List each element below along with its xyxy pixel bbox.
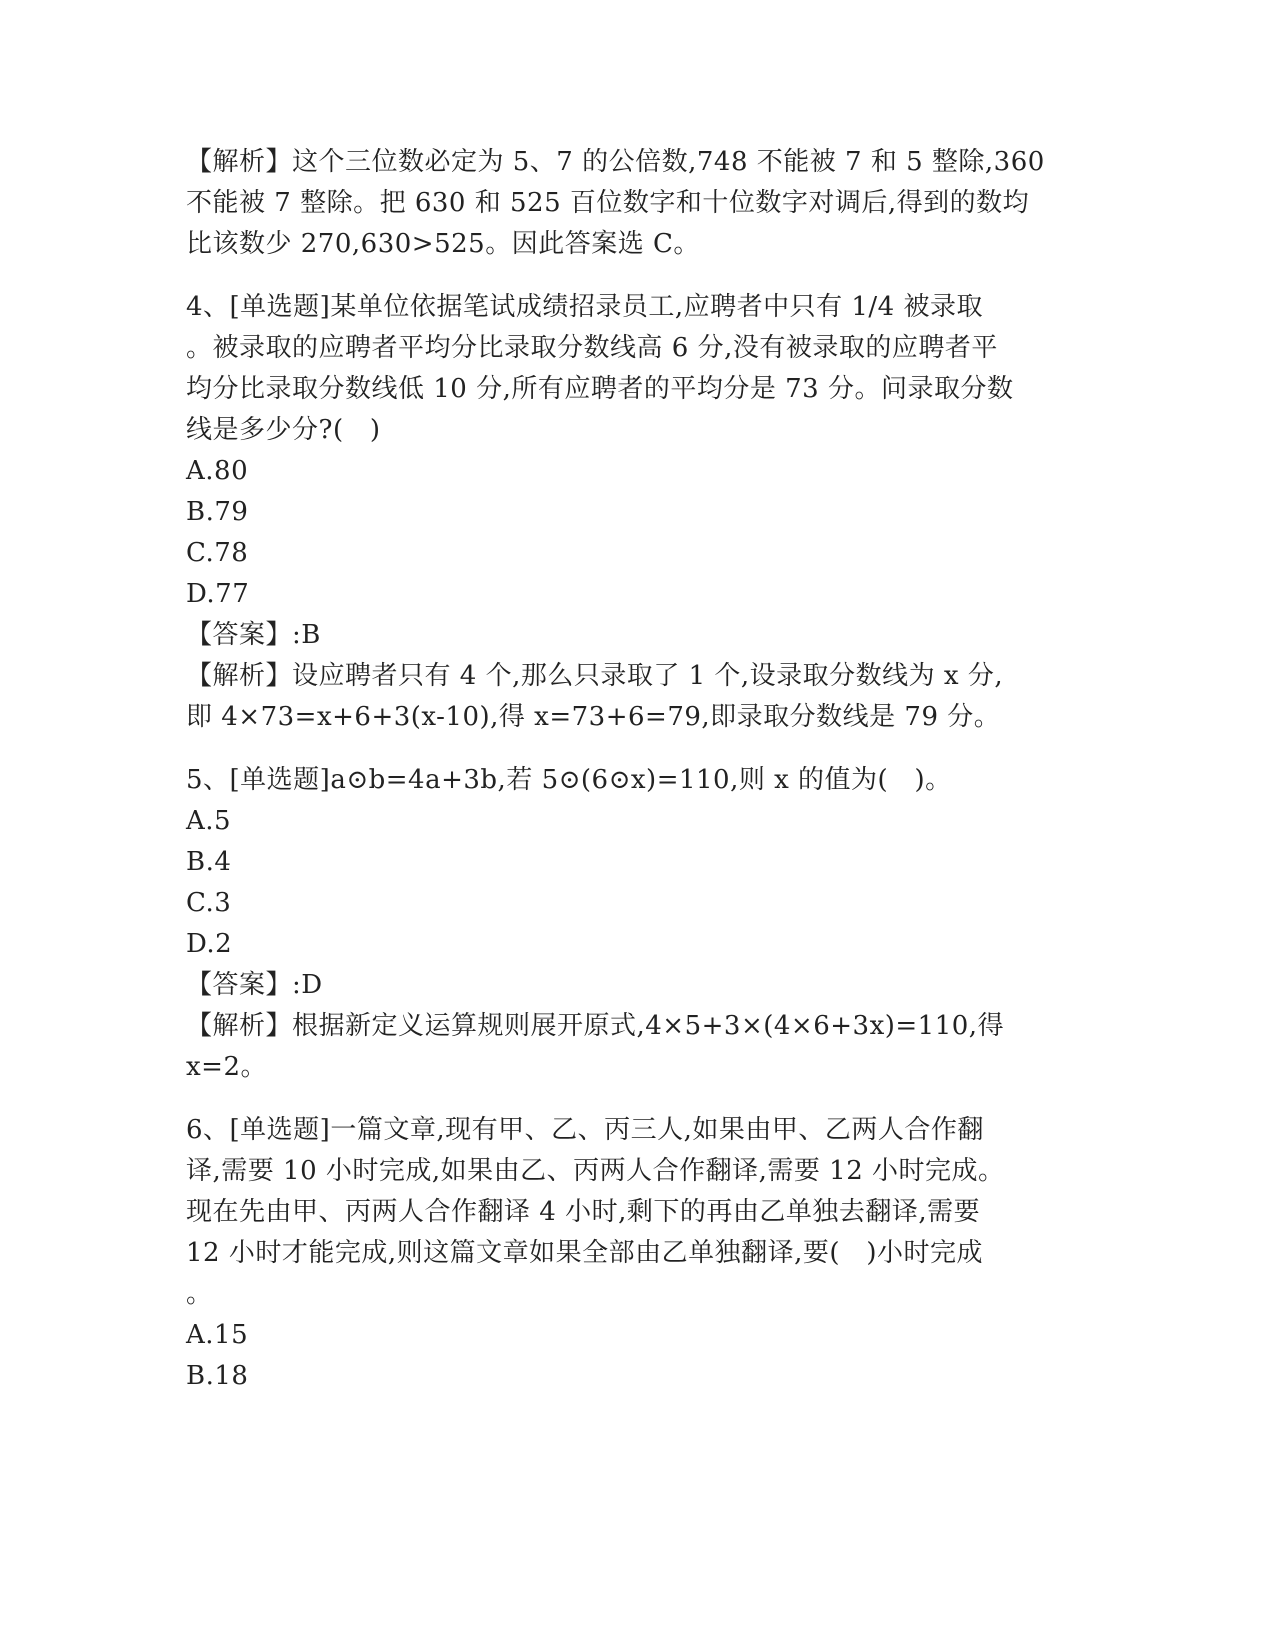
q5-analysis-line: x=2。 [186, 1052, 267, 1082]
q5-answer: 【答案】:D [186, 970, 323, 1000]
q5-option-d: D.2 [186, 929, 233, 959]
q5-analysis-line: 【解析】根据新定义运算规则展开原式,4×5+3×(4×6+3x)=110,得 [186, 1011, 1005, 1041]
q6-stem-line: 译,需要 10 小时完成,如果由乙、丙两人合作翻译,需要 12 小时完成。 [186, 1156, 1005, 1186]
q4-stem-line: 4、[单选题]某单位依据笔试成绩招录员工,应聘者中只有 1/4 被录取 [186, 292, 983, 322]
q4-analysis-line: 即 4×73=x+6+3(x-10),得 x=73+6=79,即录取分数线是 79 分。 [186, 702, 1001, 732]
q4-option-b: B.79 [186, 497, 249, 527]
q4-stem-line: 线是多少分?( ) [186, 415, 381, 445]
q4-answer: 【答案】:B [186, 620, 321, 650]
q6-stem-line: 现在先由甲、丙两人合作翻译 4 小时,剩下的再由乙单独去翻译,需要 [186, 1197, 981, 1227]
q6-option-a: A.15 [186, 1320, 249, 1350]
q6-stem-line: 6、[单选题]一篇文章,现有甲、乙、丙三人,如果由甲、乙两人合作翻 [186, 1115, 984, 1145]
q4-option-c: C.78 [186, 538, 249, 568]
q4-stem-line: 。被录取的应聘者平均分比录取分数线高 6 分,没有被录取的应聘者平 [186, 333, 998, 363]
q5-option-c: C.3 [186, 888, 232, 918]
q6-stem-line: 。 [186, 1279, 213, 1309]
q3-analysis-line: 比该数少 270,630>525。因此答案选 C。 [186, 229, 700, 259]
q5-option-b: B.4 [186, 847, 232, 877]
q3-analysis-line: 不能被 7 整除。把 630 和 525 百位数字和十位数字对调后,得到的数均 [186, 188, 1030, 218]
q4-option-d: D.77 [186, 579, 250, 609]
q5-stem-line: 5、[单选题]a⊙b=4a+3b,若 5⊙(6⊙x)=110,则 x 的值为( )。 [186, 765, 952, 795]
q4-option-a: A.80 [186, 456, 249, 486]
q6-option-b: B.18 [186, 1361, 249, 1391]
q4-analysis-line: 【解析】设应聘者只有 4 个,那么只录取了 1 个,设录取分数线为 x 分, [186, 661, 1004, 691]
q4-stem-line: 均分比录取分数线低 10 分,所有应聘者的平均分是 73 分。问录取分数 [186, 374, 1014, 404]
q3-analysis-line: 【解析】这个三位数必定为 5、7 的公倍数,748 不能被 7 和 5 整除,360 [186, 147, 1045, 177]
q5-option-a: A.5 [186, 806, 232, 836]
q6-stem-line: 12 小时才能完成,则这篇文章如果全部由乙单独翻译,要( )小时完成 [186, 1238, 983, 1268]
